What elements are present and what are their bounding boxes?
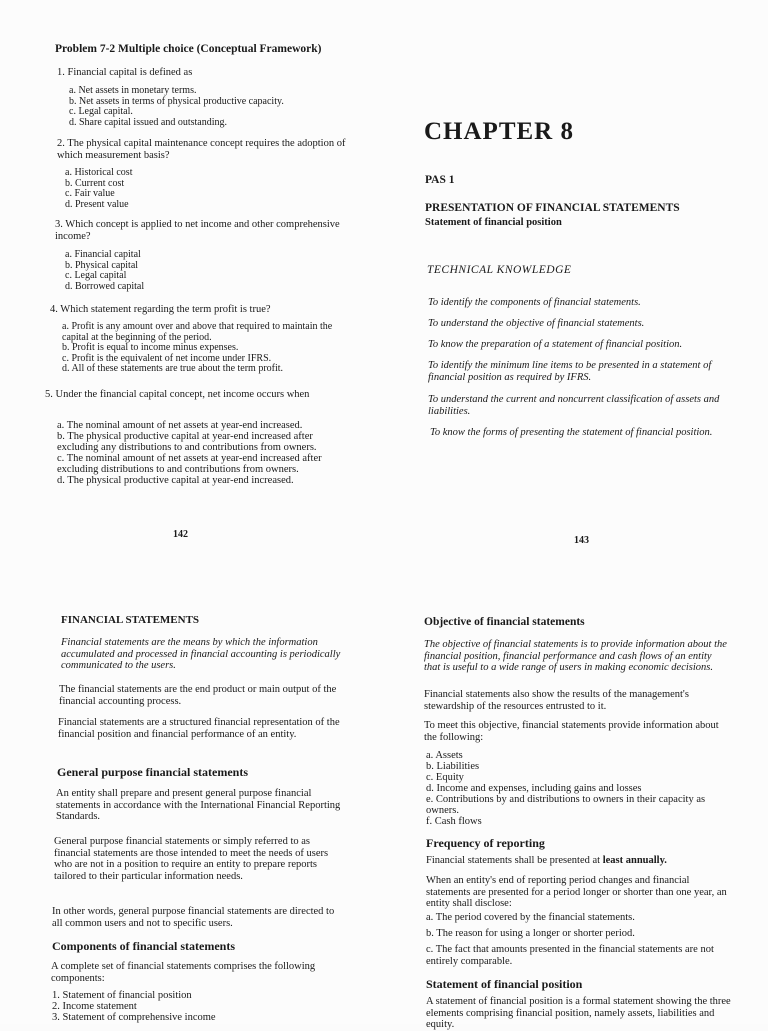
list-item: 2. Income statement (52, 1001, 137, 1012)
components-list (52, 990, 332, 1023)
paragraph: In other words, general purpose financial statements are directed to all common users and not to specific users. (52, 906, 335, 929)
option: d. The physical productive capital at year-end increased. (57, 475, 294, 486)
pas-label: PAS 1 (425, 174, 455, 186)
list-item: b. Liabilities (426, 761, 480, 772)
section-title: TECHNICAL KNOWLEDGE (427, 264, 572, 276)
chapter-title: CHAPTER 8 (424, 118, 574, 145)
paragraph-text: Financial statements shall be presented at (426, 855, 603, 866)
option: c. The nominal amount of net assets at year-end increased after excluding distributions to and contributions from owners. (57, 453, 322, 475)
paragraph: To meet this objective, financial statements provide information about the following: (424, 720, 719, 743)
page-number: 142 (173, 529, 188, 540)
intro-paragraph: Financial statements are the means by which the information accumulated and processed in financial accounting is periodically communicated to the users. (61, 637, 341, 671)
option: d. Present value (65, 198, 129, 210)
question-1-options (69, 86, 369, 128)
option: a. Profit is any amount over and above that required to maintain the capital at the beginning of the period. (62, 321, 333, 343)
option: a. Net assets in monetary terms. (69, 85, 197, 96)
list-item: 3. Statement of comprehensive income (52, 1012, 216, 1023)
question-1: 1. Financial capital is defined as (57, 67, 193, 78)
option: b. Profit is equal to income minus expenses. (62, 342, 239, 353)
option: c. Fair value (65, 188, 115, 199)
problem-title: Problem 7-2 Multiple choice (Conceptual Framework) (55, 43, 322, 55)
option: d. Share capital issued and outstanding. (69, 116, 228, 128)
list-item: 1. Statement of financial position (52, 990, 192, 1001)
question-4: 4. Which statement regarding the term profit is true? (50, 304, 271, 315)
list-item: b. The reason for using a longer or shorter period. (426, 928, 635, 939)
question-3: 3. Which concept is applied to net income and other comprehensive income? (55, 219, 340, 242)
list-item: e. Contributions by and distributions to owners in their capacity as owners. (426, 794, 706, 816)
paragraph: The financial statements are the end product or main output of the financial accounting process. (59, 684, 337, 707)
option: c. Legal capital. (69, 106, 133, 117)
option: c. Profit is the equivalent of net income under IFRS. (62, 352, 272, 364)
section-heading: Objective of financial statements (424, 616, 585, 628)
page-143 (384, 0, 768, 566)
question-4-options (62, 322, 337, 375)
paragraph: An entity shall prepare and present general purpose financial statements in accordance with the International Financial Reporting Standards. (56, 788, 341, 822)
page-145 (384, 566, 768, 1030)
option: a. Financial capital (65, 249, 141, 260)
list-item: c. Equity (426, 772, 464, 783)
question-2-options (65, 168, 365, 210)
list-item: f. Cash flows (426, 816, 482, 827)
page-number: 143 (574, 535, 589, 546)
objective-6: To know the forms of presenting the statement of financial position. (430, 427, 713, 438)
paragraph-emphasis: least annually. (602, 855, 667, 866)
subheading: General purpose financial statements (57, 765, 248, 779)
paragraph: A statement of financial position is a formal statement showing the three elements comprising financial position, namely assets, liabilities and equity. (426, 996, 731, 1030)
section-heading: FINANCIAL STATEMENTS (61, 614, 200, 626)
objective-4: To identify the minimum line items to be presented in a statement of financial position as required by IFRS. (428, 360, 712, 383)
paragraph: Financial statements are a structured financial representation of the financial position and financial performance of an entity. (58, 717, 340, 740)
question-5-options (57, 420, 342, 486)
list-item: a. Assets (426, 750, 463, 761)
option: c. Legal capital (65, 270, 127, 281)
list-item: c. The fact that amounts presented in the financial statements are not entirely comparable. (426, 944, 714, 967)
option: b. The physical productive capital at year-end increased after excluding any distributions to and contributions from owners. (57, 431, 317, 453)
list-item: d. Income and expenses, including gains and losses (426, 783, 642, 794)
subheading: Statement of financial position (426, 977, 583, 991)
intro-paragraph: The objective of financial statements is to provide information about the financial position, financial performance and cash flows of an entity that is useful to a wide range of users in making economic decisions. (424, 639, 727, 673)
page-144 (0, 566, 384, 1024)
option: b. Current cost (65, 177, 125, 189)
option: b. Physical capital (65, 259, 139, 271)
info-list (426, 750, 731, 827)
subheading: Frequency of reporting (426, 836, 545, 850)
chapter-subheading: Statement of financial position (425, 217, 562, 228)
objective-5: To understand the current and noncurrent classification of assets and liabilities. (428, 394, 720, 417)
question-2: 2. The physical capital maintenance concept requires the adoption of which measurement basis? (57, 138, 346, 161)
question-3-options (65, 250, 365, 292)
option: b. Net assets in terms of physical productive capacity. (69, 95, 284, 107)
option: d. Borrowed capital (65, 280, 145, 292)
objective-2: To understand the objective of financial statements. (428, 318, 645, 329)
option: a. Historical cost (65, 167, 133, 178)
objective-1: To identify the components of financial statements. (428, 297, 641, 308)
question-5: 5. Under the financial capital concept, net income occurs when (45, 389, 310, 400)
option: d. All of these statements are true about the term profit. (62, 363, 284, 374)
subheading: Components of financial statements (52, 939, 235, 953)
option: a. The nominal amount of net assets at year-end increased. (57, 420, 303, 431)
paragraph: When an entity's end of reporting period changes and financial statements are presented for a period longer or shorter than one year, an entity shall disclose: (426, 875, 727, 909)
paragraph: A complete set of financial statements comprises the following components: (51, 961, 316, 984)
paragraph (426, 855, 731, 867)
paragraph: General purpose financial statements or simply referred to as financial statements are those intended to meet the needs of users who are not in a position to require an entity to prepare reports tailored to their particular information needs. (54, 836, 329, 882)
chapter-heading: PRESENTATION OF FINANCIAL STATEMENTS (425, 202, 680, 214)
list-item: a. The period covered by the financial statements. (426, 912, 635, 923)
page-142 (0, 0, 384, 566)
objective-3: To know the preparation of a statement of financial position. (428, 339, 683, 350)
disclose-list (426, 912, 731, 968)
paragraph: Financial statements also show the results of the management's stewardship of the resources entrusted to it. (424, 689, 689, 712)
